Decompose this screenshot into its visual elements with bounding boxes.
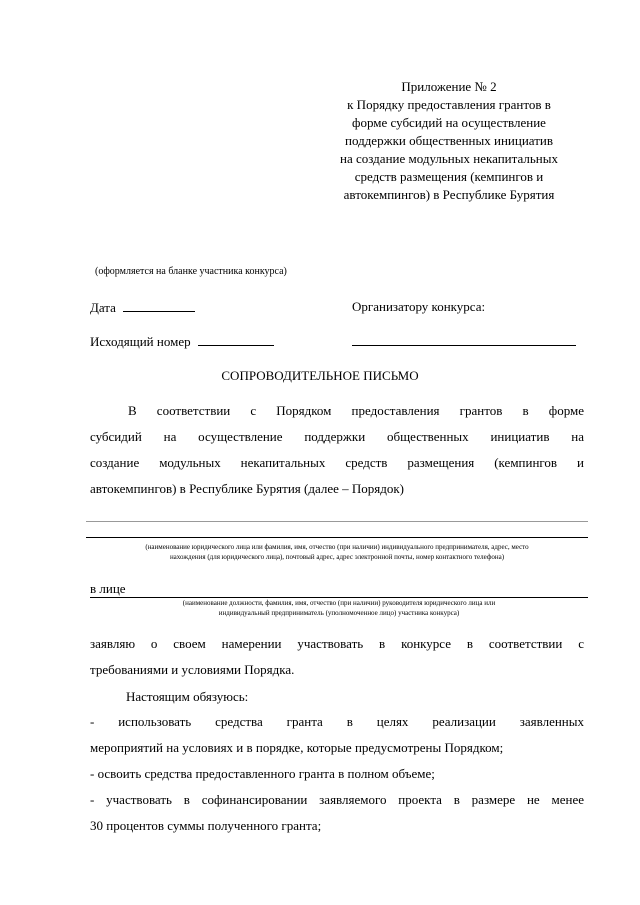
appendix-line: на создание модульных некапитальных [340, 151, 558, 166]
organizer-name-blank [352, 333, 576, 346]
appendix-line: автокемпингов) в Республике Бурятия [343, 187, 555, 202]
representative-caption-line: (наименование должности, фамилия, имя, отчество (при наличии) руководителя юридического лица или [182, 599, 496, 607]
letterhead-note: (оформляется на бланке участника конкурса) [95, 266, 287, 277]
outgoing-number-blank [198, 333, 274, 346]
intro-line: автокемпингов) в Республике Бурятия (далее – Порядок) [90, 481, 404, 496]
date-blank [123, 299, 195, 312]
obligation-item [90, 761, 584, 787]
organizer-name-field [352, 333, 576, 350]
obligations-heading: Настоящим обязуюсь: [126, 689, 249, 704]
representative-caption-line: индивидуальный предприниматель (уполномоченное лицо) участника конкурса) [218, 609, 460, 617]
intro-line: создание модульных некапитальных средств размещения (кемпингов и [90, 455, 584, 470]
intro-paragraph [90, 398, 584, 502]
letter-title: СОПРОВОДИТЕЛЬНОЕ ПИСЬМО [221, 368, 419, 383]
declaration-line: заявляю о своем намерении участвовать в конкурсе в соответствии с [90, 636, 584, 651]
appendix-line: к Порядку предоставления грантов в [347, 97, 551, 112]
obligation-line: 30 процентов суммы полученного гранта; [90, 818, 322, 833]
appendix-line: поддержки общественных инициатив [345, 133, 553, 148]
applicant-caption-line: (наименование юридического лица или фамилия, имя, отчество (при наличии) индивидуального предпринимателя, адрес, место [145, 543, 529, 551]
applicant-caption-line: нахождения (для юридического лица), почтовый адрес, адрес электронной почты, номер контактного телефона) [169, 553, 505, 561]
declaration-paragraph [90, 631, 584, 683]
appendix-line: средств размещения (кемпингов и [354, 169, 544, 184]
representative-caption [90, 598, 588, 618]
date-field [90, 299, 195, 316]
applicant-caption [86, 542, 588, 562]
appendix-line: Приложение № 2 [401, 79, 497, 94]
declaration-line: требованиями и условиями Порядка. [90, 662, 295, 677]
obligation-line: - участвовать в софинансировании заявляемого проекта в размере не менее [90, 792, 584, 807]
obligation-item [90, 709, 584, 761]
obligation-item [90, 787, 584, 839]
obligation-line: - освоить средства предоставленного гранта в полном объеме; [90, 766, 435, 781]
obligation-line: мероприятий на условиях и в порядке, которые предусмотрены Порядком; [90, 740, 504, 755]
appendix-line: форме субсидий на осуществление [352, 115, 546, 130]
appendix-header [318, 78, 580, 204]
applicant-blank-line-2 [86, 537, 588, 538]
organizer-label: Организатору конкурса: [352, 299, 486, 314]
applicant-blank-line [86, 521, 588, 522]
representative-label: в лице [90, 581, 126, 596]
outgoing-number-field [90, 333, 274, 350]
obligation-line: - использовать средства гранта в целях реализации заявленных [90, 714, 584, 729]
intro-line: субсидий на осуществление поддержки общественных инициатив на [90, 429, 584, 444]
outgoing-number-label: Исходящий номер [90, 334, 191, 349]
date-label: Дата [90, 300, 116, 315]
intro-line: В соответствии с Порядком предоставления грантов в форме [128, 403, 584, 418]
